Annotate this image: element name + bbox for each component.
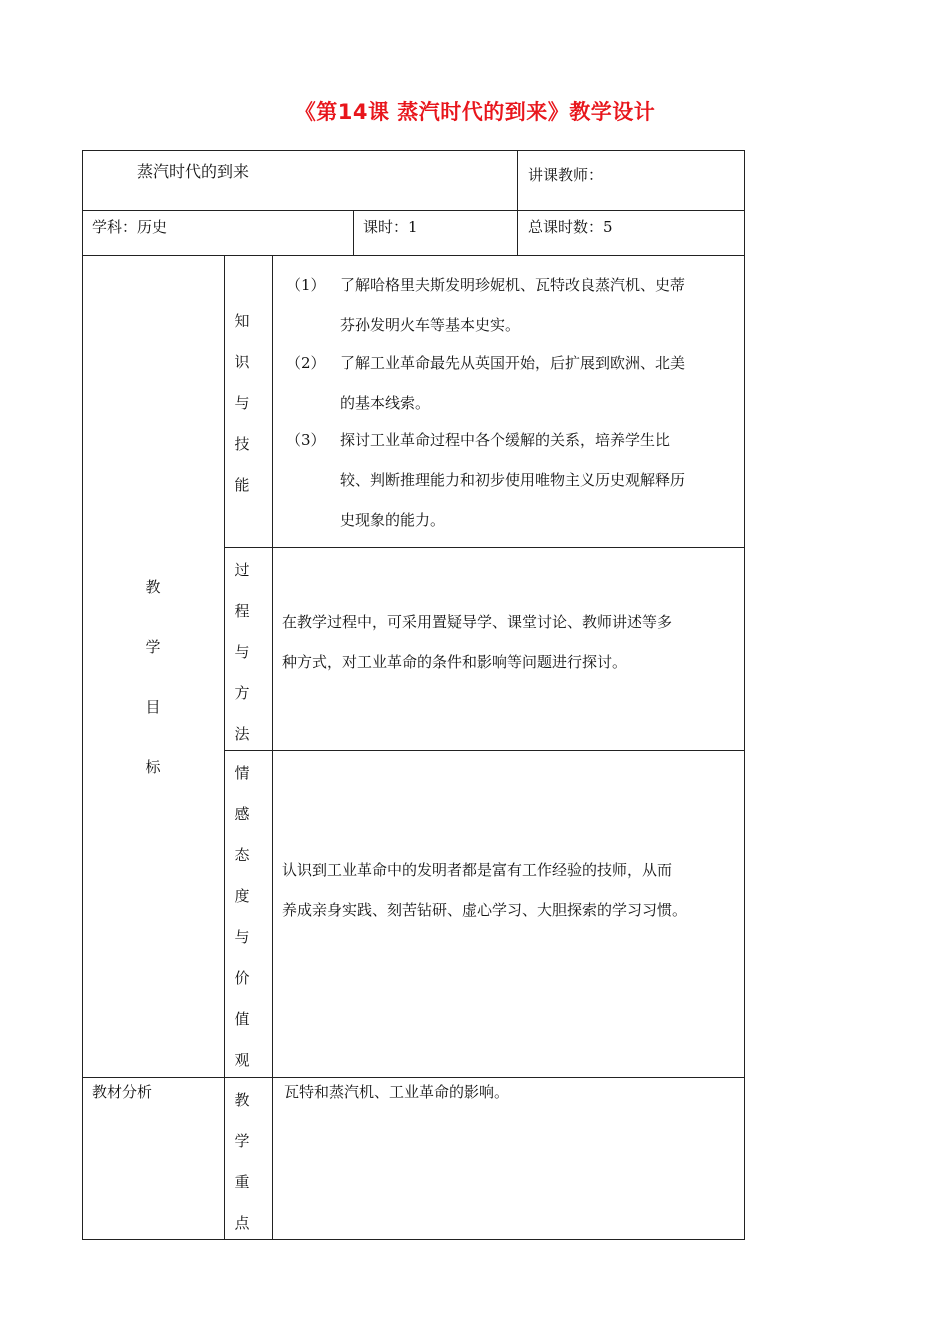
document-title: 《第14课 蒸汽时代的到来》教学设计 bbox=[294, 100, 656, 124]
objectives-label: 教 学 目 标 bbox=[145, 578, 161, 776]
emotion-label: 情 感 态 度 与 价 值 观 bbox=[234, 764, 250, 1069]
material-label: 教材分析 bbox=[92, 1083, 153, 1101]
key-points-text: 瓦特和蒸汽机、工业革命的影响。 bbox=[284, 1083, 510, 1101]
lesson-plan-table: 蒸汽时代的到来 讲课教师： 学科：历史 课时：1 总课时数：5 教 学 目 标 知 识 与 技 能 （1） 了解哈格里夫斯发明珍妮机、瓦特改良蒸汽机、史蒂 芬孙发明火车等基本史实。 （2） 了解工业革命最先从英国开始，后扩展到欧洲、北美 的基本线索。 （3） 探讨工业革命过程中各个缓解的关系，培养学生比 较、判断推理能力和初步使用唯物主义历史观解释历 史现象的能力。 过 程 与 方 法 在教学过程中，可采用置疑导学、课堂讨论、教师讲述等多 种方式，对工业革命的条件和影响等问题进行探讨。 情 感 态 度 与 价 值 观 认识到工业革命中的发明者都是富有工作经验的技师，从而 养成亲身实践、刻苦钻研、虚心学习、大胆探索的学习习惯。 教材分析 教 学 重 点 瓦特和蒸汽机、工业革命的影响。 bbox=[82, 150, 745, 1240]
emotion-text: 认识到工业革命中的发明者都是富有工作经验的技师，从而 养成亲身实践、刻苦钻研、虚心学习、大胆探索的学习习惯。 bbox=[282, 861, 688, 919]
knowledge-label: 知 识 与 技 能 bbox=[234, 312, 250, 494]
period-label: 课时：1 bbox=[363, 218, 418, 236]
teacher-label: 讲课教师： bbox=[528, 166, 604, 184]
subject-label: 学科：历史 bbox=[92, 218, 168, 236]
process-text: 在教学过程中，可采用置疑导学、课堂讨论、教师讲述等多 种方式，对工业革命的条件和影响等问题进行探讨。 bbox=[282, 613, 673, 671]
total-periods-label: 总课时数：5 bbox=[528, 218, 613, 236]
course-name: 蒸汽时代的到来 bbox=[137, 162, 250, 181]
process-label: 过 程 与 方 法 bbox=[234, 561, 250, 743]
key-points-label: 教 学 重 点 bbox=[234, 1091, 250, 1232]
